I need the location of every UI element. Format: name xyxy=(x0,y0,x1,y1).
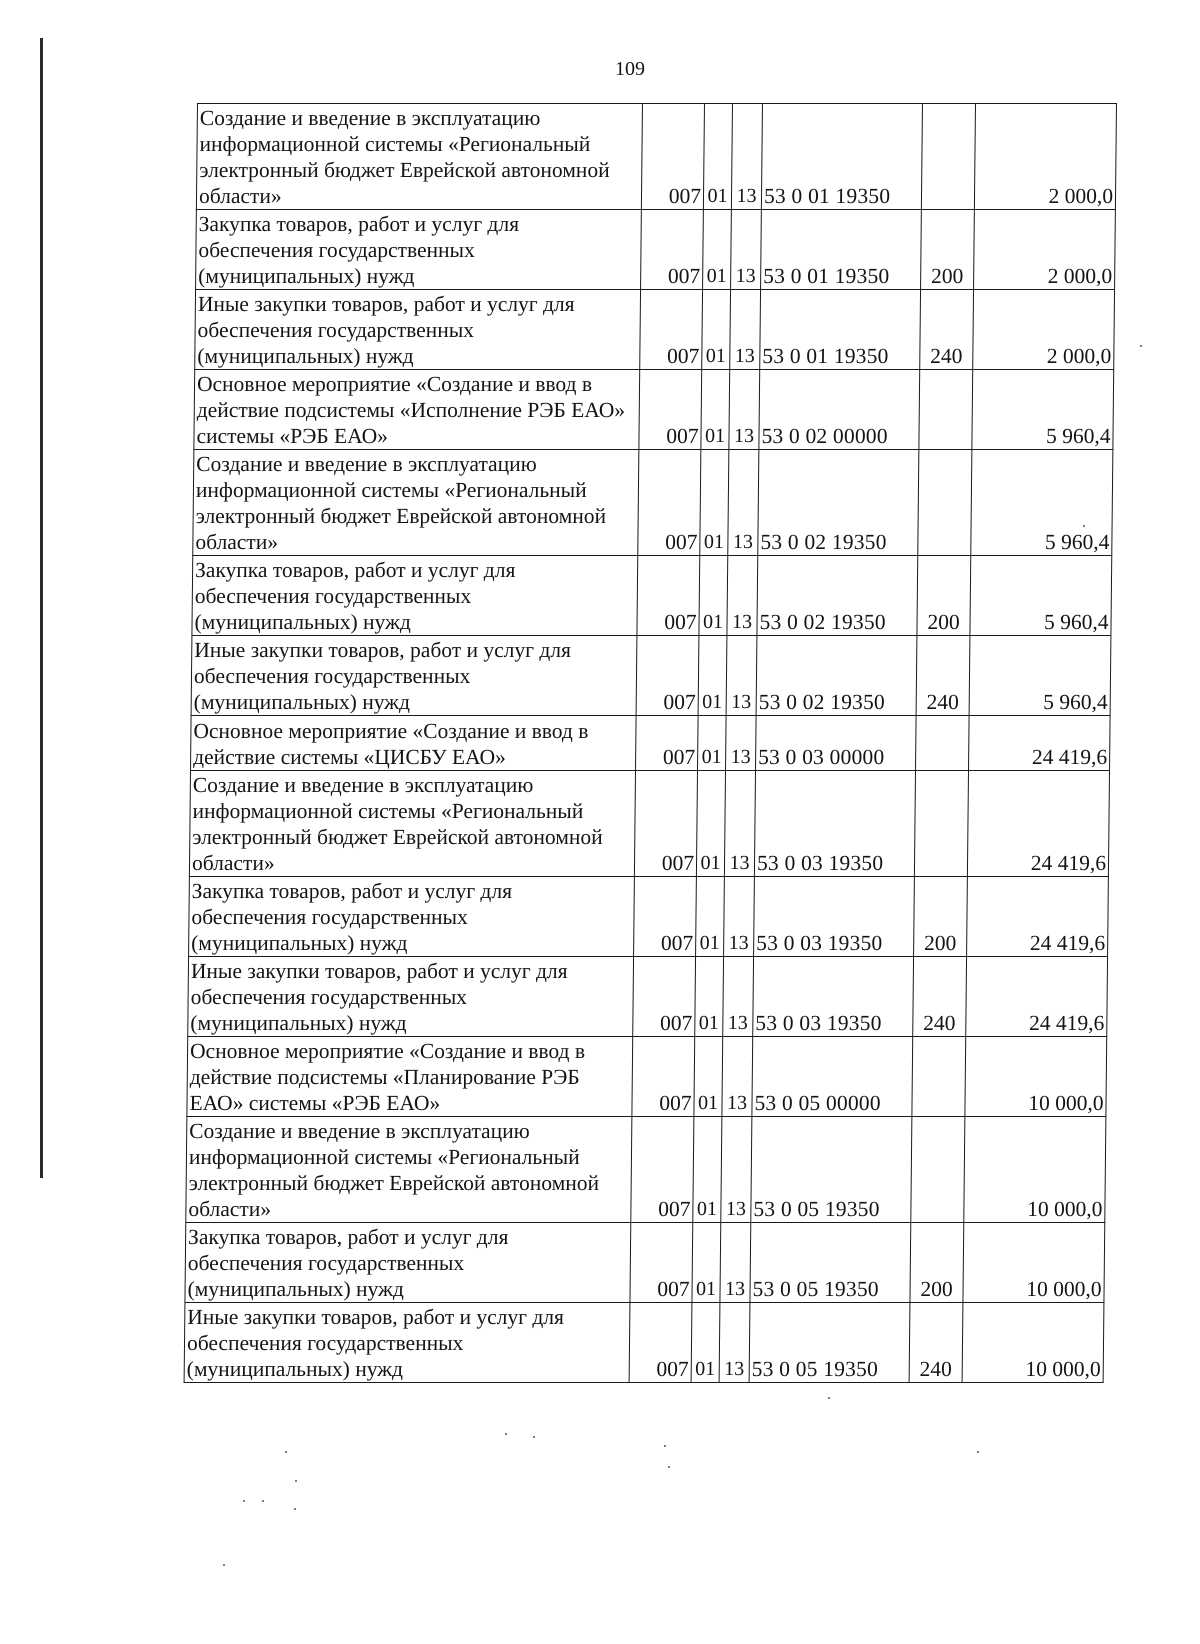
expense-type-cell: 200 xyxy=(910,1223,964,1303)
section-code-cell: 01 xyxy=(696,771,725,877)
section-code-cell: 01 xyxy=(698,716,727,771)
expense-type-cell: 240 xyxy=(916,636,970,716)
budget-table xyxy=(184,103,1117,1383)
subsection-code-cell: 13 xyxy=(724,877,755,957)
amount-cell: 10 000,0 xyxy=(965,1037,1107,1117)
table-row xyxy=(191,636,1111,716)
ministry-code-cell: 007 xyxy=(638,450,701,556)
subsection-code-cell: 13 xyxy=(729,370,760,450)
section-code-cell: 01 xyxy=(692,1223,721,1303)
amount-cell: 24 419,6 xyxy=(969,716,1111,771)
ministry-code-cell: 007 xyxy=(633,957,696,1037)
target-article-cell: 53 0 03 00000 xyxy=(756,716,917,771)
expense-type-cell: 240 xyxy=(913,957,967,1037)
subsection-code-cell: 13 xyxy=(731,104,762,210)
section-code-cell: 01 xyxy=(693,1117,722,1223)
expense-type-cell xyxy=(911,1117,965,1223)
table-row xyxy=(191,716,1111,771)
ministry-code-cell: 007 xyxy=(641,104,704,210)
table-row xyxy=(188,957,1108,1037)
ministry-code-cell: 007 xyxy=(630,1223,693,1303)
ministry-code-cell: 007 xyxy=(637,556,700,636)
subsection-code-cell: 13 xyxy=(731,210,762,290)
amount-cell: 24 419,6 xyxy=(967,877,1109,957)
table-row xyxy=(196,210,1116,290)
amount-cell: 5 960,4 xyxy=(970,556,1112,636)
section-code-cell: 01 xyxy=(703,210,732,290)
ministry-code-cell: 007 xyxy=(641,210,704,290)
row-name-cell: Закупка товаров, работ и услуг для обеспечения государственных (муниципальных) нужд xyxy=(196,210,642,290)
subsection-code-cell: 13 xyxy=(728,450,759,556)
table-row xyxy=(189,771,1109,877)
amount-cell: 5 960,4 xyxy=(972,370,1114,450)
subsection-code-cell: 13 xyxy=(722,1037,753,1117)
amount-cell: 2 000,0 xyxy=(974,210,1116,290)
ministry-code-cell: 007 xyxy=(639,370,702,450)
amount-cell: 2 000,0 xyxy=(973,290,1115,370)
table-row xyxy=(186,1117,1106,1223)
target-article-cell: 53 0 05 19350 xyxy=(749,1303,910,1383)
row-name-cell: Закупка товаров, работ и услуг для обеспечения государственных (муниципальных) нужд xyxy=(189,877,635,957)
budget-table-body xyxy=(184,104,1116,1383)
target-article-cell: 53 0 03 19350 xyxy=(753,957,914,1037)
row-name-cell: Основное мероприятие «Создание и ввод в действие подсистемы «Планирование РЭБ ЕАО» системы «РЭБ ЕАО» xyxy=(187,1037,633,1117)
target-article-cell: 53 0 01 19350 xyxy=(760,290,921,370)
expense-type-cell: 200 xyxy=(917,556,971,636)
subsection-code-cell: 13 xyxy=(727,556,758,636)
table-row xyxy=(189,877,1109,957)
expense-type-cell xyxy=(921,104,975,210)
ministry-code-cell: 007 xyxy=(640,290,703,370)
target-article-cell: 53 0 02 00000 xyxy=(759,370,920,450)
expense-type-cell xyxy=(916,716,970,771)
expense-type-cell xyxy=(918,450,972,556)
amount-cell: 10 000,0 xyxy=(964,1117,1106,1223)
section-code-cell: 01 xyxy=(702,290,731,370)
target-article-cell: 53 0 03 19350 xyxy=(754,877,915,957)
ministry-code-cell: 007 xyxy=(632,1037,695,1117)
subsection-code-cell: 13 xyxy=(719,1303,750,1383)
table-row xyxy=(187,1037,1107,1117)
subsection-code-cell: 13 xyxy=(726,716,757,771)
target-article-cell: 53 0 03 19350 xyxy=(754,771,915,877)
section-code-cell: 01 xyxy=(703,104,732,210)
section-code-cell: 01 xyxy=(699,556,728,636)
row-name-cell: Иные закупки товаров, работ и услуг для обеспечения государственных (муниципальных) нужд xyxy=(195,290,641,370)
table-row xyxy=(192,556,1112,636)
subsection-code-cell: 13 xyxy=(720,1223,751,1303)
amount-cell: 10 000,0 xyxy=(963,1223,1105,1303)
subsection-code-cell: 13 xyxy=(726,636,757,716)
expense-type-cell: 200 xyxy=(921,210,975,290)
table-row xyxy=(195,290,1115,370)
ministry-code-cell: 007 xyxy=(631,1117,694,1223)
section-code-cell: 01 xyxy=(696,877,725,957)
expense-type-cell: 240 xyxy=(920,290,974,370)
amount-cell: 24 419,6 xyxy=(967,771,1109,877)
amount-cell: 10 000,0 xyxy=(962,1303,1104,1383)
row-name-cell: Иные закупки товаров, работ и услуг для обеспечения государственных (муниципальных) нужд xyxy=(184,1303,630,1383)
section-code-cell: 01 xyxy=(698,636,727,716)
row-name-cell: Закупка товаров, работ и услуг для обеспечения государственных (муниципальных) нужд xyxy=(185,1223,631,1303)
row-name-cell: Основное мероприятие «Создание и ввод в действие подсистемы «Исполнение РЭБ ЕАО» системы «РЭБ ЕАО» xyxy=(194,370,640,450)
expense-type-cell xyxy=(912,1037,966,1117)
left-margin-rule xyxy=(40,38,43,1178)
target-article-cell: 53 0 01 19350 xyxy=(761,104,922,210)
row-name-cell: Основное мероприятие «Создание и ввод в действие системы «ЦИСБУ ЕАО» xyxy=(191,716,637,771)
amount-cell: 5 960,4 xyxy=(971,450,1113,556)
row-name-cell: Иные закупки товаров, работ и услуг для обеспечения государственных (муниципальных) нужд xyxy=(191,636,637,716)
section-code-cell: 01 xyxy=(694,1037,723,1117)
ministry-code-cell: 007 xyxy=(629,1303,692,1383)
target-article-cell: 53 0 02 19350 xyxy=(758,450,919,556)
amount-cell: 5 960,4 xyxy=(969,636,1111,716)
expense-type-cell xyxy=(914,771,968,877)
ministry-code-cell: 007 xyxy=(636,636,699,716)
section-code-cell: 01 xyxy=(700,450,729,556)
table-row xyxy=(184,1303,1104,1383)
row-name-cell: Создание и введение в эксплуатацию информационной системы «Региональный электронный бюджет Еврейской автономной области» xyxy=(196,104,642,210)
row-name-cell: Иные закупки товаров, работ и услуг для обеспечения государственных (муниципальных) нужд xyxy=(188,957,634,1037)
section-code-cell: 01 xyxy=(701,370,730,450)
section-code-cell: 01 xyxy=(695,957,724,1037)
expense-type-cell: 240 xyxy=(909,1303,963,1383)
expense-type-cell: 200 xyxy=(914,877,968,957)
target-article-cell: 53 0 05 19350 xyxy=(751,1117,912,1223)
table-row xyxy=(196,104,1116,210)
page-number: 109 xyxy=(615,58,645,80)
ministry-code-cell: 007 xyxy=(634,877,697,957)
section-code-cell: 01 xyxy=(691,1303,720,1383)
target-article-cell: 53 0 05 00000 xyxy=(752,1037,913,1117)
target-article-cell: 53 0 05 19350 xyxy=(750,1223,911,1303)
subsection-code-cell: 13 xyxy=(723,957,754,1037)
target-article-cell: 53 0 02 19350 xyxy=(757,556,918,636)
table-row xyxy=(193,450,1113,556)
ministry-code-cell: 007 xyxy=(634,771,697,877)
subsection-code-cell: 13 xyxy=(730,290,761,370)
target-article-cell: 53 0 02 19350 xyxy=(756,636,917,716)
table-row xyxy=(194,370,1114,450)
amount-cell: 2 000,0 xyxy=(974,104,1116,210)
row-name-cell: Создание и введение в эксплуатацию информационной системы «Региональный электронный бюджет Еврейской автономной области» xyxy=(193,450,639,556)
row-name-cell: Закупка товаров, работ и услуг для обеспечения государственных (муниципальных) нужд xyxy=(192,556,638,636)
subsection-code-cell: 13 xyxy=(721,1117,752,1223)
row-name-cell: Создание и введение в эксплуатацию информационной системы «Региональный электронный бюджет Еврейской автономной области» xyxy=(186,1117,632,1223)
table-row xyxy=(185,1223,1105,1303)
row-name-cell: Создание и введение в эксплуатацию информационной системы «Региональный электронный бюджет Еврейской автономной области» xyxy=(189,771,635,877)
ministry-code-cell: 007 xyxy=(636,716,699,771)
expense-type-cell xyxy=(919,370,973,450)
target-article-cell: 53 0 01 19350 xyxy=(761,210,922,290)
amount-cell: 24 419,6 xyxy=(966,957,1108,1037)
subsection-code-cell: 13 xyxy=(724,771,755,877)
